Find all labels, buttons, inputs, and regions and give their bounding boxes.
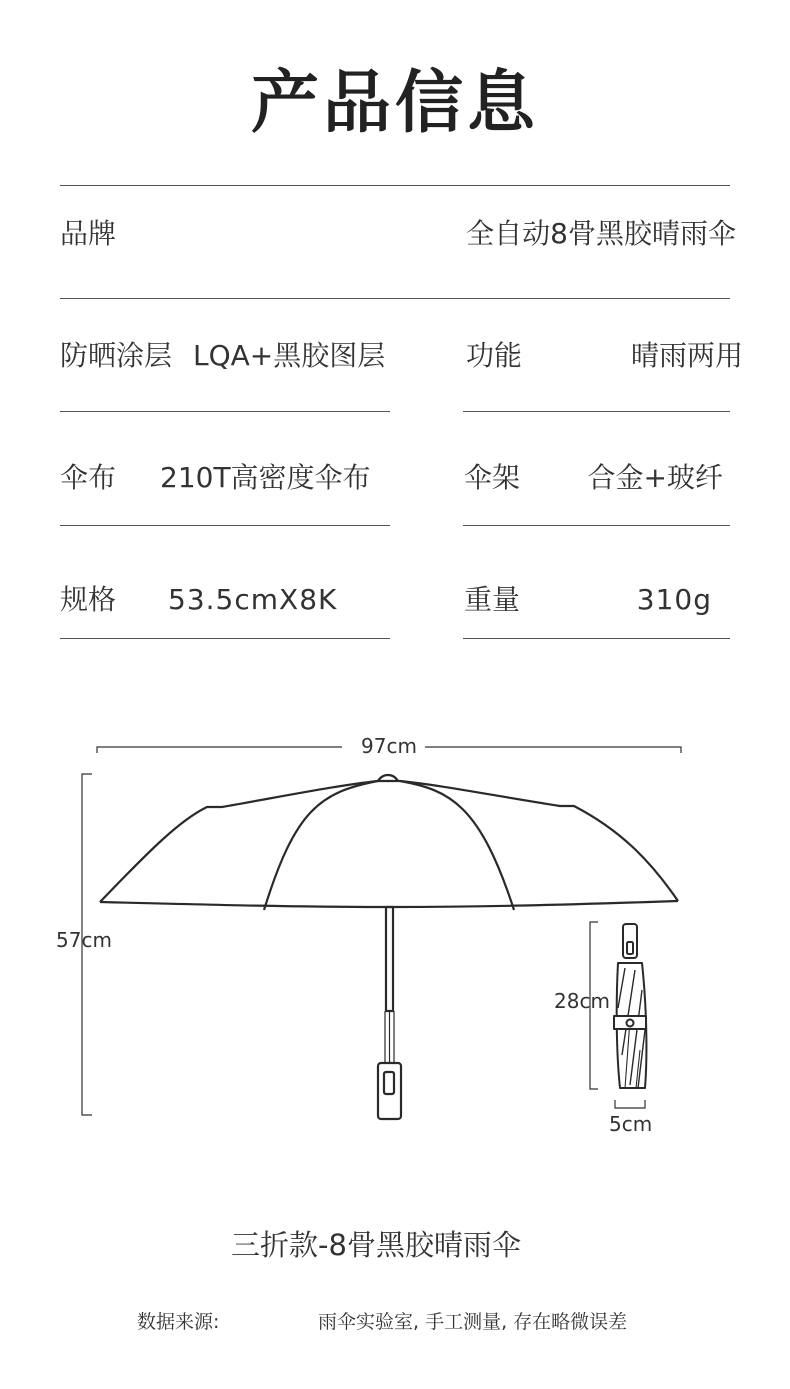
frame-label: 伞架 bbox=[464, 461, 521, 494]
folded-length-label: 28cm bbox=[554, 989, 610, 1013]
function-value: 晴雨两用 bbox=[630, 339, 743, 372]
brand-label: 品牌 bbox=[60, 217, 117, 250]
height-dimension-label: 57cm bbox=[56, 928, 112, 952]
function-label: 功能 bbox=[466, 339, 523, 372]
fabric-value: 210T高密度伞布 bbox=[160, 461, 371, 494]
fabric-label: 伞布 bbox=[60, 461, 117, 494]
umbrella-open-icon bbox=[100, 775, 678, 1119]
folded-width-label: 5cm bbox=[609, 1112, 653, 1136]
coating-label: 防晒涂层 bbox=[60, 339, 173, 372]
umbrella-folded-icon bbox=[614, 924, 646, 1088]
product-caption: 三折款-8骨黑胶晴雨伞 bbox=[231, 1228, 521, 1262]
size-value: 53.5cmX8K bbox=[168, 583, 338, 616]
coating-value: LQA+黑胶图层 bbox=[193, 339, 386, 372]
weight-label: 重量 bbox=[464, 583, 521, 616]
size-label: 规格 bbox=[60, 583, 117, 616]
frame-value: 合金+玻纤 bbox=[587, 461, 723, 494]
weight-value: 310g bbox=[636, 583, 712, 616]
data-source-label: 数据来源: bbox=[137, 1311, 220, 1333]
data-source-value: 雨伞实验室, 手工测量, 存在略微误差 bbox=[318, 1311, 628, 1333]
page-title: 产品信息 bbox=[250, 64, 539, 143]
brand-value: 全自动8骨黑胶晴雨伞 bbox=[466, 217, 736, 250]
width-dimension-label: 97cm bbox=[361, 734, 417, 758]
